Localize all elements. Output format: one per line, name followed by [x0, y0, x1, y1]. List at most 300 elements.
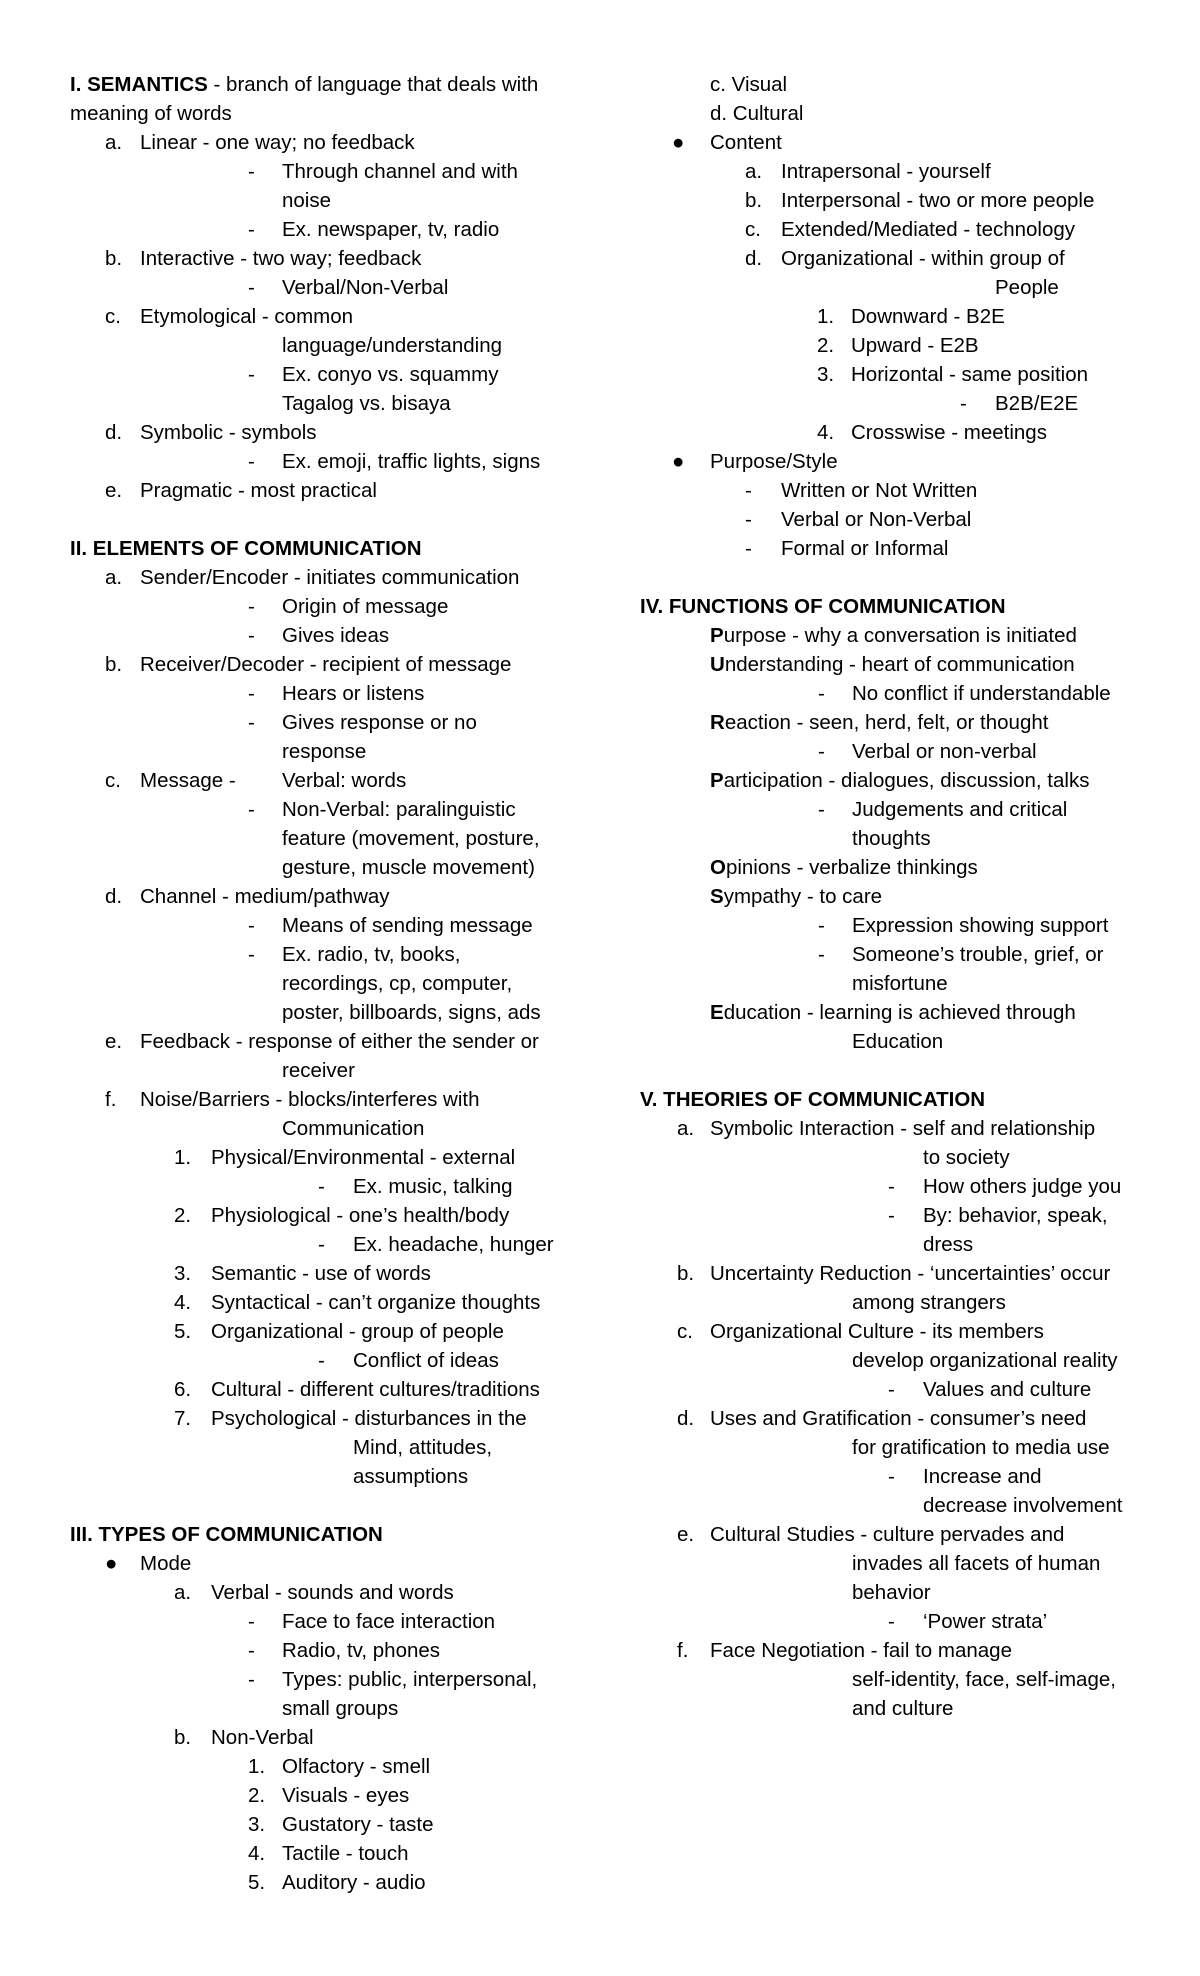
bold-lead: P: [710, 769, 724, 792]
line-text: among strangers: [852, 1291, 1006, 1314]
text-line-cultural-different-cultures-traditions: [211, 1375, 540, 1404]
text-line-small-groups: [282, 1694, 398, 1723]
text-line-radio-tv-phones: [282, 1636, 440, 1665]
text-line-receiver: [282, 1056, 355, 1085]
text-line-face-to-face-interaction: [282, 1607, 495, 1636]
text-line-no-conflict-if-understandable: [852, 679, 1111, 708]
text-line-symbolic-symbols: [140, 418, 317, 447]
text-line-verbal-words: [282, 766, 406, 795]
list-marker: 3.: [248, 1813, 266, 1836]
list-marker: -: [248, 1639, 255, 1662]
text-line-among-strangers: [852, 1288, 1006, 1317]
bold-lead: O: [710, 856, 726, 879]
line-text: B2B/E2E: [995, 392, 1079, 415]
line-text: Written or Not Written: [781, 479, 978, 502]
text-line-feature-movement-posture: [282, 824, 540, 853]
list-marker: d.: [677, 1407, 695, 1430]
line-text: Ex. newspaper, tv, radio: [282, 218, 500, 241]
list-marker: 6.: [174, 1378, 192, 1401]
text-line-recordings-cp-computer: [282, 969, 512, 998]
section-heading-v-theories-of-communication: [640, 1085, 985, 1114]
line-text: behavior: [852, 1581, 931, 1604]
bold-lead: IV. FUNCTIONS OF COMMUNICATION: [640, 595, 1006, 618]
text-line-verbal-or-non-verbal: [781, 505, 971, 534]
list-marker: f.: [105, 1088, 117, 1111]
line-text: Olfactory - smell: [282, 1755, 431, 1778]
text-line-organizational-group-of-people: [211, 1317, 504, 1346]
list-marker: -: [248, 595, 255, 618]
text-line-crosswise-meetings: [851, 418, 1047, 447]
line-text: Receiver/Decoder - recipient of message: [140, 653, 512, 676]
line-text: noise: [282, 189, 332, 212]
bold-lead: III. TYPES OF COMMUNICATION: [70, 1523, 383, 1546]
line-text: Someone’s trouble, grief, or: [852, 943, 1104, 966]
line-text: Hears or listens: [282, 682, 425, 705]
text-line-symbolic-interaction-self-and-relationsh: [710, 1114, 1095, 1143]
list-marker: c.: [105, 769, 121, 792]
line-text: Intrapersonal - yourself: [781, 160, 991, 183]
line-text: By: behavior, speak,: [923, 1204, 1108, 1227]
line-text: Downward - B2E: [851, 305, 1005, 328]
line-text: assumptions: [353, 1465, 469, 1488]
line-text: ‘Power strata’: [923, 1610, 1048, 1633]
list-marker: c.: [745, 218, 761, 241]
text-line-develop-organizational-reality: [852, 1346, 1118, 1375]
line-text: Uncertainty Reduction - ‘uncertainties’ occur: [710, 1262, 1111, 1285]
list-marker: -: [248, 160, 255, 183]
list-marker: -: [248, 450, 255, 473]
line-text: Verbal or non-verbal: [852, 740, 1037, 763]
text-line-education: [852, 1027, 943, 1056]
list-marker: a.: [174, 1581, 192, 1604]
text-line-education-learning-is-achieved-through: [710, 998, 1076, 1027]
list-marker: b.: [174, 1726, 192, 1749]
bold-lead: I. SEMANTICS: [70, 73, 208, 96]
line-text: Interpersonal - two or more people: [781, 189, 1095, 212]
list-marker: -: [888, 1465, 895, 1488]
line-text: Content: [710, 131, 782, 154]
text-line-verbal-or-non-verbal: [852, 737, 1037, 766]
text-line-power-strata: [923, 1607, 1047, 1636]
line-text: Organizational Culture - its members: [710, 1320, 1044, 1343]
bold-lead: S: [710, 885, 724, 908]
text-line-visuals-eyes: [282, 1781, 409, 1810]
line-text: d. Cultural: [710, 102, 804, 125]
line-text: Visuals - eyes: [282, 1784, 410, 1807]
text-line-interactive-two-way-feedback: [140, 244, 421, 273]
text-line-and-culture: [852, 1694, 953, 1723]
text-line-gives-response-or-no: [282, 708, 477, 737]
list-marker: f.: [677, 1639, 689, 1662]
list-marker: -: [888, 1610, 895, 1633]
text-line-noise: [282, 186, 331, 215]
text-line-by-behavior-speak: [923, 1201, 1108, 1230]
bold-lead: II. ELEMENTS OF COMMUNICATION: [70, 537, 422, 560]
line-text: Message -: [140, 769, 236, 792]
line-text: Non-Verbal: paralinguistic: [282, 798, 516, 821]
text-line-downward-b2e: [851, 302, 1005, 331]
line-text: Organizational - group of people: [211, 1320, 504, 1343]
list-marker: -: [248, 682, 255, 705]
text-line-ex-conyo-vs-squammy: [282, 360, 498, 389]
list-marker: b.: [677, 1262, 695, 1285]
line-text: recordings, cp, computer,: [282, 972, 513, 995]
text-line-response: [282, 737, 366, 766]
text-line-mind-attitudes: [353, 1433, 492, 1462]
line-text: Uses and Gratification - consumer’s need: [710, 1407, 1087, 1430]
line-text: self-identity, face, self-image,: [852, 1668, 1116, 1691]
list-marker: d.: [745, 247, 763, 270]
list-marker: 3.: [174, 1262, 192, 1285]
text-line-judgements-and-critical: [852, 795, 1067, 824]
bold-lead: E: [710, 1001, 724, 1024]
line-text: Through channel and with: [282, 160, 518, 183]
text-line-mode: [140, 1549, 191, 1578]
line-text: articipation - dialogues, discussion, talks: [723, 769, 1090, 792]
line-text: Ex. emoji, traffic lights, signs: [282, 450, 541, 473]
list-marker: 4.: [248, 1842, 266, 1865]
line-text: Formal or Informal: [781, 537, 949, 560]
line-text: and culture: [852, 1697, 954, 1720]
text-line-message: [140, 766, 236, 795]
text-line-reaction-seen-herd-felt-or-thought: [710, 708, 1048, 737]
text-line-receiver-decoder-recipient-of-message: [140, 650, 511, 679]
list-marker: -: [818, 943, 825, 966]
list-marker: 3.: [817, 363, 835, 386]
text-line-participation-dialogues-discussion-talks: [710, 766, 1089, 795]
list-marker: e.: [677, 1523, 695, 1546]
text-line-thoughts: [852, 824, 931, 853]
text-line-verbal-non-verbal: [282, 273, 448, 302]
line-text: c. Visual: [710, 73, 788, 96]
list-marker: -: [248, 624, 255, 647]
text-line-self-identity-face-self-image: [852, 1665, 1116, 1694]
line-text: Sender/Encoder - initiates communication: [140, 566, 520, 589]
text-line-interpersonal-two-or-more-people: [781, 186, 1094, 215]
text-line-physical-environmental-external: [211, 1143, 515, 1172]
line-text: Auditory - audio: [282, 1871, 426, 1894]
text-line-feedback-response-of-either-the-sender-o: [140, 1027, 539, 1056]
line-text: Channel - medium/pathway: [140, 885, 390, 908]
line-text: dress: [923, 1233, 974, 1256]
line-text: Verbal or Non-Verbal: [781, 508, 972, 531]
text-line-hears-or-listens: [282, 679, 424, 708]
line-text: Gives response or no: [282, 711, 477, 734]
text-line-etymological-common: [140, 302, 353, 331]
line-text: feature (movement, posture,: [282, 827, 540, 850]
list-marker: -: [248, 218, 255, 241]
list-marker: -: [248, 276, 255, 299]
line-text: Verbal/Non-Verbal: [282, 276, 449, 299]
text-line-behavior: [852, 1578, 931, 1607]
line-text: Education: [852, 1030, 944, 1053]
line-text: Cultural Studies - culture pervades and: [710, 1523, 1065, 1546]
list-marker: 1.: [248, 1755, 266, 1778]
text-line-ex-emoji-traffic-lights-signs: [282, 447, 540, 476]
bullet-marker: ●: [672, 450, 685, 473]
line-text: Ex. headache, hunger: [353, 1233, 554, 1256]
list-marker: -: [888, 1378, 895, 1401]
bullet-marker: ●: [672, 131, 685, 154]
text-line-intrapersonal-yourself: [781, 157, 991, 186]
line-text: Noise/Barriers - blocks/interferes with: [140, 1088, 480, 1111]
list-marker: -: [888, 1204, 895, 1227]
line-text: for gratification to media use: [852, 1436, 1110, 1459]
list-marker: -: [318, 1233, 325, 1256]
line-text: Verbal - sounds and words: [211, 1581, 454, 1604]
list-marker: d.: [105, 885, 123, 908]
text-line-opinions-verbalize-thinkings: [710, 853, 978, 882]
line-text: Pragmatic - most practical: [140, 479, 377, 502]
text-line-ex-newspaper-tv-radio: [282, 215, 499, 244]
line-text: No conflict if understandable: [852, 682, 1111, 705]
text-line-tagalog-vs-bisaya: [282, 389, 451, 418]
list-marker: 5.: [174, 1320, 192, 1343]
list-marker: a.: [105, 566, 123, 589]
list-marker: 2.: [817, 334, 835, 357]
text-line-gustatory-taste: [282, 1810, 434, 1839]
line-text: Mind, attitudes,: [353, 1436, 493, 1459]
list-marker: -: [318, 1175, 325, 1198]
line-text: develop organizational reality: [852, 1349, 1118, 1372]
list-marker: -: [248, 798, 255, 821]
line-text: Symbolic - symbols: [140, 421, 317, 444]
line-text: Expression showing support: [852, 914, 1109, 937]
list-marker: 2.: [248, 1784, 266, 1807]
text-line-ex-music-talking: [353, 1172, 513, 1201]
text-line-noise-barriers-blocks-interferes-with: [140, 1085, 480, 1114]
list-marker: b.: [105, 247, 123, 270]
text-line-to-society: [923, 1143, 1010, 1172]
text-line-face-negotiation-fail-to-manage: [710, 1636, 1012, 1665]
line-text: Horizontal - same position: [851, 363, 1088, 386]
text-line-horizontal-same-position: [851, 360, 1088, 389]
list-marker: e.: [105, 479, 123, 502]
line-text: Means of sending message: [282, 914, 533, 937]
text-line-communication: [282, 1114, 424, 1143]
text-line-misfortune: [852, 969, 948, 998]
text-line-extended-mediated-technology: [781, 215, 1075, 244]
text-line-purpose-style: [710, 447, 838, 476]
section-heading-i-semantics-branch-of-language-that-deal: [70, 70, 538, 99]
line-text: Etymological - common: [140, 305, 354, 328]
text-line-uncertainty-reduction-uncertainties-occu: [710, 1259, 1110, 1288]
line-text: misfortune: [852, 972, 948, 995]
list-marker: -: [248, 1610, 255, 1633]
text-line-expression-showing-support: [852, 911, 1108, 940]
list-marker: -: [745, 537, 752, 560]
line-text: Physical/Environmental - external: [211, 1146, 516, 1169]
line-text: pinions - verbalize thinkings: [725, 856, 978, 879]
line-text: Semantic - use of words: [211, 1262, 431, 1285]
text-line-conflict-of-ideas: [353, 1346, 499, 1375]
line-text: language/understanding: [282, 334, 502, 357]
list-marker: 5.: [248, 1871, 266, 1894]
text-line-assumptions: [353, 1462, 468, 1491]
list-marker: -: [248, 1668, 255, 1691]
line-text: Face Negotiation - fail to manage: [710, 1639, 1012, 1662]
section-heading-iv-functions-of-communication: [640, 592, 1006, 621]
line-text: Types: public, interpersonal,: [282, 1668, 538, 1691]
line-text: How others judge you: [923, 1175, 1122, 1198]
line-text: Ex. conyo vs. squammy: [282, 363, 499, 386]
text-line-dress: [923, 1230, 973, 1259]
line-text: ducation - learning is achieved through: [723, 1001, 1076, 1024]
line-text: Purpose/Style: [710, 450, 838, 473]
line-text: Ex. music, talking: [353, 1175, 513, 1198]
text-line-for-gratification-to-media-use: [852, 1433, 1110, 1462]
list-marker: -: [818, 914, 825, 937]
list-marker: -: [745, 479, 752, 502]
line-text: - branch of language that deals with: [207, 73, 539, 96]
list-marker: 4.: [817, 421, 835, 444]
line-text: Radio, tv, phones: [282, 1639, 441, 1662]
line-text: response: [282, 740, 367, 763]
text-line-origin-of-message: [282, 592, 448, 621]
section-heading-ii-elements-of-communication: [70, 534, 422, 563]
line-text: Feedback - response of either the sender or: [140, 1030, 539, 1053]
list-marker: a.: [745, 160, 763, 183]
list-marker: -: [818, 798, 825, 821]
line-text: eaction - seen, herd, felt, or thought: [724, 711, 1049, 734]
list-marker: e.: [105, 1030, 123, 1053]
line-text: Ex. radio, tv, books,: [282, 943, 461, 966]
text-line-pragmatic-most-practical: [140, 476, 377, 505]
line-text: Mode: [140, 1552, 192, 1575]
text-line-syntactical-can-t-organize-thoughts: [211, 1288, 540, 1317]
text-line-olfactory-smell: [282, 1752, 430, 1781]
list-marker: -: [248, 363, 255, 386]
bold-lead: U: [710, 653, 725, 676]
text-line-through-channel-and-with: [282, 157, 518, 186]
text-line-d-cultural: [710, 99, 803, 128]
line-text: Communication: [282, 1117, 425, 1140]
list-marker: -: [960, 392, 967, 415]
line-text: People: [995, 276, 1059, 299]
list-marker: -: [888, 1175, 895, 1198]
line-text: ympathy - to care: [723, 885, 883, 908]
bold-lead: P: [710, 624, 724, 647]
list-marker: b.: [745, 189, 763, 212]
line-text: Tagalog vs. bisaya: [282, 392, 451, 415]
line-text: thoughts: [852, 827, 931, 850]
line-text: Non-Verbal: [211, 1726, 314, 1749]
line-text: Conflict of ideas: [353, 1349, 499, 1372]
text-line-upward-e2b: [851, 331, 979, 360]
line-text: urpose - why a conversation is initiated: [723, 624, 1077, 647]
text-line-purpose-why-a-conversation-is-initiated: [710, 621, 1077, 650]
line-text: to society: [923, 1146, 1010, 1169]
line-text: small groups: [282, 1697, 399, 1720]
text-line-decrease-involvement: [923, 1491, 1122, 1520]
text-line-people: [995, 273, 1059, 302]
text-line-values-and-culture: [923, 1375, 1091, 1404]
line-text: Verbal: words: [282, 769, 407, 792]
line-text: Origin of message: [282, 595, 449, 618]
line-text: Face to face interaction: [282, 1610, 496, 1633]
text-line-meaning-of-words: [70, 99, 232, 128]
text-line-written-or-not-written: [781, 476, 977, 505]
list-marker: -: [248, 914, 255, 937]
text-line-ex-headache-hunger: [353, 1230, 554, 1259]
text-line-increase-and: [923, 1462, 1042, 1491]
list-marker: -: [818, 682, 825, 705]
list-marker: c.: [677, 1320, 693, 1343]
line-text: Psychological - disturbances in the: [211, 1407, 527, 1430]
line-text: Interactive - two way; feedback: [140, 247, 422, 270]
text-line-b2b-e2e: [995, 389, 1078, 418]
list-marker: 1.: [817, 305, 835, 328]
list-marker: -: [248, 943, 255, 966]
text-line-physiological-one-s-health-body: [211, 1201, 509, 1230]
text-line-invades-all-facets-of-human: [852, 1549, 1100, 1578]
list-marker: 7.: [174, 1407, 192, 1430]
text-line-poster-billboards-signs-ads: [282, 998, 541, 1027]
line-text: poster, billboards, signs, ads: [282, 1001, 541, 1024]
list-marker: 2.: [174, 1204, 192, 1227]
line-text: meaning of words: [70, 102, 232, 125]
line-text: receiver: [282, 1059, 355, 1082]
list-marker: c.: [105, 305, 121, 328]
list-marker: b.: [105, 653, 123, 676]
text-line-organizational-within-group-of: [781, 244, 1065, 273]
text-line-semantic-use-of-words: [211, 1259, 431, 1288]
line-text: gesture, muscle movement): [282, 856, 535, 879]
text-line-organizational-culture-its-members: [710, 1317, 1044, 1346]
list-marker: -: [248, 711, 255, 734]
list-marker: -: [745, 508, 752, 531]
text-line-types-public-interpersonal: [282, 1665, 537, 1694]
list-marker: 1.: [174, 1146, 192, 1169]
list-marker: a.: [677, 1117, 695, 1140]
text-line-sender-encoder-initiates-communication: [140, 563, 519, 592]
text-line-auditory-audio: [282, 1868, 426, 1897]
text-line-content: [710, 128, 782, 157]
text-line-uses-and-gratification-consumer-s-need: [710, 1404, 1086, 1433]
line-text: Increase and: [923, 1465, 1042, 1488]
line-text: Judgements and critical: [852, 798, 1068, 821]
line-text: Linear - one way; no feedback: [140, 131, 415, 154]
text-line-channel-medium-pathway: [140, 882, 390, 911]
text-line-non-verbal-paralinguistic: [282, 795, 516, 824]
list-marker: -: [318, 1349, 325, 1372]
bold-lead: R: [710, 711, 725, 734]
text-line-linear-one-way-no-feedback: [140, 128, 415, 157]
line-text: Crosswise - meetings: [851, 421, 1047, 444]
text-line-someone-s-trouble-grief-or: [852, 940, 1103, 969]
line-text: Syntactical - can’t organize thoughts: [211, 1291, 541, 1314]
text-line-tactile-touch: [282, 1839, 408, 1868]
text-line-language-understanding: [282, 331, 502, 360]
text-line-verbal-sounds-and-words: [211, 1578, 454, 1607]
list-marker: d.: [105, 421, 123, 444]
line-text: Upward - E2B: [851, 334, 979, 357]
bullet-marker: ●: [105, 1552, 118, 1575]
line-text: Gustatory - taste: [282, 1813, 434, 1836]
text-line-sympathy-to-care: [710, 882, 882, 911]
line-text: Gives ideas: [282, 624, 390, 647]
text-line-understanding-heart-of-communication: [710, 650, 1075, 679]
line-text: decrease involvement: [923, 1494, 1123, 1517]
text-line-gesture-muscle-movement: [282, 853, 535, 882]
list-marker: -: [818, 740, 825, 763]
line-text: Values and culture: [923, 1378, 1092, 1401]
bold-lead: V. THEORIES OF COMMUNICATION: [640, 1088, 986, 1111]
section-heading-iii-types-of-communication: [70, 1520, 383, 1549]
line-text: invades all facets of human: [852, 1552, 1101, 1575]
line-text: Organizational - within group of: [781, 247, 1065, 270]
line-text: Cultural - different cultures/traditions: [211, 1378, 540, 1401]
